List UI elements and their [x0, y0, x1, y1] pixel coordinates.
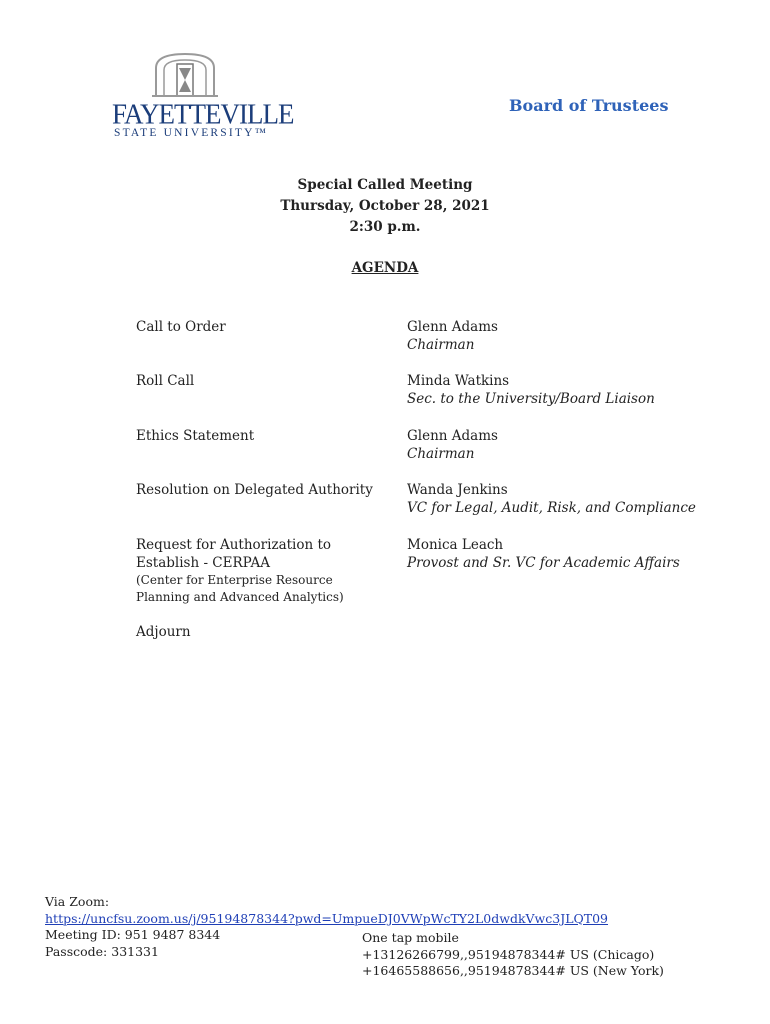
agenda-item-label: Resolution on Delegated Authority [136, 482, 373, 498]
agenda-item-label: Ethics Statement [136, 428, 255, 444]
meeting-time: 2:30 p.m. [349, 219, 421, 235]
presenter-role: VC for Legal, Audit, Risk, and Compliance [407, 500, 696, 516]
presenter-name: Glenn Adams [407, 319, 498, 335]
agenda-item-label-line2: Establish - CERPAA [136, 555, 270, 571]
board-title: Board of Trustees [509, 96, 669, 115]
phone-chicago: +13126266799,,95194878344# US (Chicago) [362, 946, 655, 962]
logo-wordmark: FAYETTEVILLE [112, 98, 294, 130]
meeting-date: Thursday, October 28, 2021 [280, 198, 490, 214]
agenda-item-label: Call to Order [136, 319, 226, 335]
agenda-item-label: Adjourn [136, 624, 191, 640]
presenter-role: Provost and Sr. VC for Academic Affairs [407, 555, 680, 571]
agenda-item-cerpaa [136, 536, 386, 606]
agenda-item-presenter [407, 536, 680, 572]
meeting-header [0, 175, 770, 238]
presenter-name: Minda Watkins [407, 373, 510, 389]
presenter-role: Chairman [407, 446, 475, 462]
zoom-link[interactable]: https://uncfsu.zoom.us/j/95194878344?pwd=UmpueDJ0VWpWcTY2L0dwdkVwc3JLQT09 [45, 910, 609, 926]
agenda-item-label: Roll Call [136, 373, 195, 389]
presenter-name: Glenn Adams [407, 428, 498, 444]
agenda-item-adjourn [136, 623, 386, 641]
passcode: Passcode: 331331 [45, 943, 159, 959]
presenter-name: Wanda Jenkins [407, 482, 508, 498]
tower-emblem-icon [150, 52, 220, 98]
logo-subtitle: STATE UNIVERSITY™ [114, 127, 269, 139]
agenda-heading: AGENDA [351, 260, 419, 276]
university-logo [112, 52, 294, 144]
meeting-type: Special Called Meeting [297, 177, 473, 193]
agenda-item-call-to-order [136, 318, 386, 336]
agenda-item-ethics [136, 427, 386, 445]
one-tap-label: One tap mobile [362, 930, 459, 945]
agenda-item-presenter [407, 372, 655, 408]
presenter-name: Monica Leach [407, 537, 504, 553]
agenda-item-note-line2: Planning and Advanced Analytics) [136, 590, 344, 604]
agenda-item-presenter [407, 481, 696, 517]
meeting-id: Meeting ID: 951 9487 8344 [45, 927, 221, 942]
via-zoom-label: Via Zoom: [45, 894, 110, 909]
agenda-item-presenter [407, 427, 498, 463]
agenda-item-label-line1: Request for Authorization to [136, 537, 332, 553]
phone-new-york: +16465588656,,95194878344# US (New York) [362, 963, 664, 978]
presenter-role: Sec. to the University/Board Liaison [407, 391, 655, 407]
agenda-item-resolution [136, 481, 386, 499]
agenda-item-presenter [407, 318, 498, 354]
agenda-item-note-line1: (Center for Enterprise Resource [136, 573, 333, 587]
presenter-role: Chairman [407, 337, 475, 353]
agenda-item-roll-call [136, 372, 386, 390]
one-tap-info [362, 930, 664, 980]
